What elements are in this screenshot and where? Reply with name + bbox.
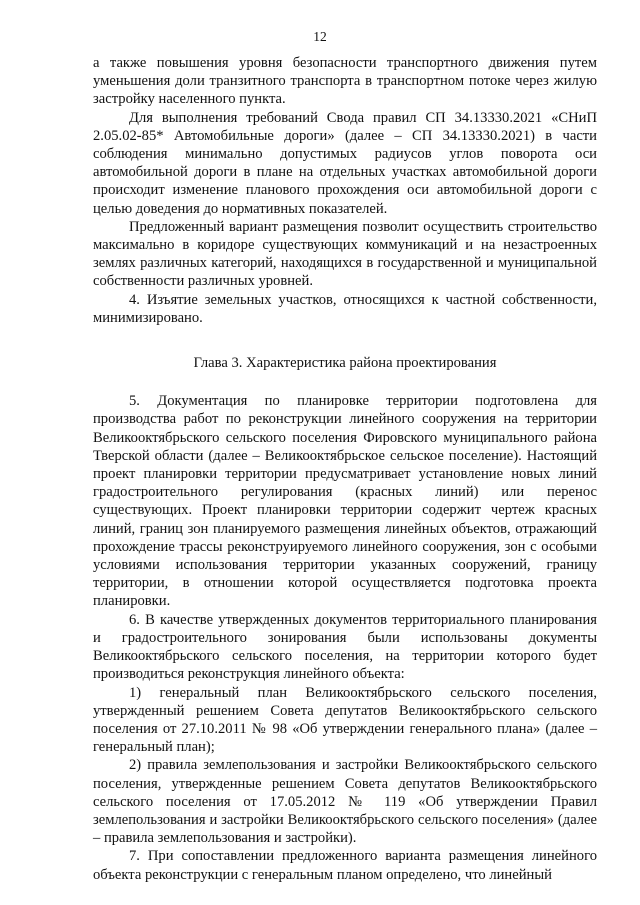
- paragraph-item-7: 7. При сопоставлении предложенного варианта размещения линейного объекта реконструкции с генеральным планом определено, что линейный: [93, 848, 597, 883]
- paragraph-item-4: 4. Изъятие земельных участков, относящихся к частной собственности, минимизировано.: [93, 291, 597, 326]
- list-item-general-plan: 1) генеральный план Великооктябрьского сельского поселения, утвержденный решением Совета депутатов Великооктябрьского сельского поселения от 27.10.2011 № 98 «Об утверждении генерального плана» (далее – генеральный план);: [93, 684, 597, 756]
- list-item-land-use-rules: 2) правила землепользования и застройки Великооктябрьского сельского поселения, утвержденные решением Совета депутатов Великооктябрьского сельского поселения от 17.05.2012 № 119 «Об утверждении Правил землепользования и застройки Великооктябрьского сельского поселения» (далее – правила землепользования и застройки).: [93, 757, 597, 847]
- page-number: 12: [313, 29, 327, 44]
- paragraph-item-6: 6. В качестве утвержденных документов территориального планирования и градостроительного зонирования были использованы документы Великооктябрьского сельского поселения, на территории которого будет производиться реконструкция линейного объекта:: [93, 611, 597, 683]
- chapter-3-heading: Глава 3. Характеристика района проектирования: [193, 355, 497, 372]
- paragraph-safety-continuation: а также повышения уровня безопасности транспортного движения путем уменьшения доли транзитного транспорта в транспортном потоке через жилую застройку населенного пункта.: [93, 55, 597, 108]
- paragraph-item-5: 5. Документация по планировке территории подготовлена для производства работ по реконструкции линейного сооружения на территории Великооктябрьского сельского поселения Фировского муниципального района Тверской области (далее – Великооктябрьское сельское поселение). Настоящий проект планировки территории предусматривает установление новых линий градостроительного регулирования (красных линий) или перенос существующих. Проект планировки территории содержит чертеж красных линий, границ зон планируемого размещения линейных объектов, отражающий прохождение трассы реконструируемого линейного сооружения, зон с особыми условиями использования территории указанных сооружений, границу территории, в отношении которой осуществляется подготовка проекта планировки.: [93, 393, 597, 610]
- page-body: [93, 54, 597, 884]
- paragraph-sp-requirements: Для выполнения требований Свода правил СП 34.13330.2021 «СНиП 2.05.02-85* Автомобильные дороги» (далее – СП 34.13330.2021) в части соблюдения минимально допустимых радиусов углов поворота оси автомобильной дороги в плане на отдельных участках автомобильной дороги происходит изменение планового прохождения оси автомобильной дороги с целью доведения до нормативных показателей.: [93, 109, 597, 217]
- paragraph-placement-option: Предложенный вариант размещения позволит осуществить строительство максимально в коридоре существующих коммуникаций и на незастроенных землях различных категорий, находящихся в государственной и муниципальной собственности различных уровней.: [93, 218, 597, 290]
